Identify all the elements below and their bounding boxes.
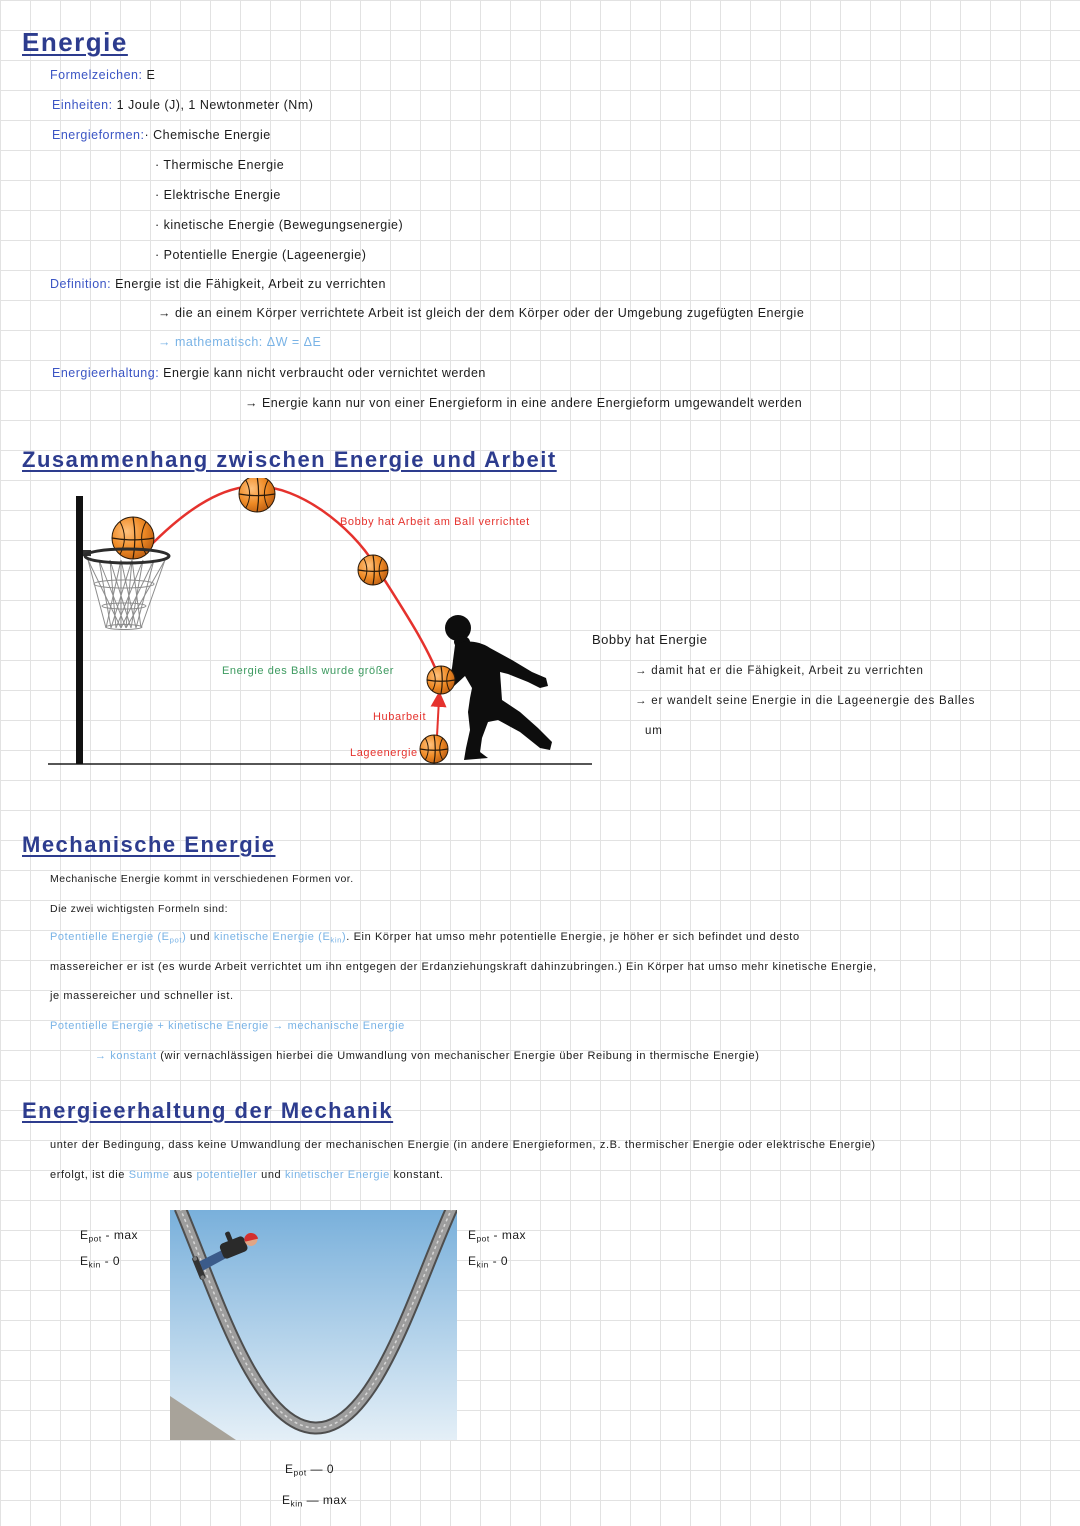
mechanisch-paragraph-line <box>50 929 800 945</box>
state-right-epot-segment: - max <box>489 1228 527 1242</box>
basketball-falling <box>358 555 388 585</box>
energieformen-row <box>52 127 271 143</box>
mechanisch-konstant-line-segment: (wir vernachlässigen hierbei die Umwandlung von mechanischer Energie über Reibung in thermische Energie) <box>156 1050 760 1062</box>
mechanisch-paragraph-line-segment: kinetische Energie (E <box>213 931 331 943</box>
state-left-epot-segment: - max <box>101 1228 139 1242</box>
energieform-item: · kinetische Energie (Bewegungsenergie) <box>155 218 404 232</box>
erhaltung-text-line-segment: aus <box>169 1169 197 1181</box>
state-left-ekin-segment: E <box>80 1254 89 1268</box>
state-right-epot-subscript: pot <box>476 1233 490 1244</box>
basketball-in-hoop <box>112 517 154 559</box>
basketball-top <box>239 478 275 512</box>
mechanisch-intro: Mechanische Energie kommt in verschiedenen Formen vor. <box>50 873 354 885</box>
mechanisch-paragraph-line-segment: Potentielle Energie (E <box>50 931 170 943</box>
energieform-item: · Chemische Energie <box>144 128 271 142</box>
einheiten-label: Einheiten: <box>52 98 113 112</box>
state-right-ekin-segment: - 0 <box>488 1254 509 1268</box>
state-bottom-ekin-subscript: kin <box>290 1498 303 1509</box>
section-title-zusammenhang: Zusammenhang zwischen Energie und Arbeit <box>22 447 557 472</box>
erhaltung-text-line <box>50 1167 444 1183</box>
formelzeichen-row <box>50 67 155 83</box>
basketball-low <box>420 735 448 763</box>
erhaltung-text-line-segment: und <box>257 1169 285 1181</box>
notes-line: um <box>645 725 663 737</box>
energieformen-label: Energieformen: <box>52 128 145 142</box>
energieerhaltung-value: Energie kann nicht verbraucht oder vernichtet werden <box>163 366 486 380</box>
state-bottom-ekin-segment: E <box>282 1493 291 1507</box>
basketball-pole <box>76 496 83 764</box>
energieform-item: · Thermische Energie <box>155 158 285 172</box>
energieform-item: · Elektrische Energie <box>155 188 281 202</box>
state-right-epot-segment: E <box>468 1228 477 1242</box>
mechanisch-formeln: Die zwei wichtigsten Formeln sind: <box>50 903 229 915</box>
section-title-energieerhaltung-mechanik: Energieerhaltung der Mechanik <box>22 1098 394 1123</box>
state-right-ekin <box>468 1253 508 1269</box>
notes-heading: Bobby hat Energie <box>592 632 708 647</box>
basketball-lifted <box>427 666 455 694</box>
mechanisch-paragraph-line-subscript: kin <box>330 935 343 945</box>
mechanisch-paragraph-line-segment: und <box>186 931 214 943</box>
state-left-ekin <box>80 1253 120 1269</box>
label-arbeit-verrichtet: Bobby hat Arbeit am Ball verrichtet <box>340 516 530 528</box>
player-silhouette <box>445 615 552 760</box>
notes-line: → er wandelt seine Energie in die Lageenergie des Balles <box>635 695 976 707</box>
section-title-mechanische-energie: Mechanische Energie <box>22 832 276 857</box>
label-lageenergie: Lageenergie <box>350 747 418 759</box>
definition-row <box>50 276 386 292</box>
definition-math-line: → mathematisch: ΔW = ΔE <box>158 335 322 349</box>
page-title: Energie <box>22 27 128 57</box>
state-bottom-ekin <box>282 1492 347 1508</box>
state-left-epot-subscript: pot <box>88 1233 102 1244</box>
state-left-ekin-subscript: kin <box>88 1259 101 1270</box>
halfpipe-illustration <box>170 1210 457 1440</box>
erhaltung-text-line-segment: kinetischer Energie <box>284 1169 390 1181</box>
definition-label: Definition: <box>50 277 112 291</box>
mechanisch-paragraph-line-subscript: pot <box>169 935 183 945</box>
mechanisch-sum-formula: Potentielle Energie + kinetische Energie → mechanische Energie <box>50 1020 405 1032</box>
state-bottom-ekin-segment: — max <box>302 1493 348 1507</box>
state-bottom-epot-subscript: pot <box>293 1467 307 1478</box>
erhaltung-text-line <box>50 1137 876 1153</box>
basketball-net <box>88 560 165 630</box>
einheiten-row <box>52 97 313 113</box>
state-right-epot <box>468 1227 526 1243</box>
energieerhaltung-label: Energieerhaltung: <box>52 366 160 380</box>
state-left-epot-segment: E <box>80 1228 89 1242</box>
state-left-epot <box>80 1227 138 1243</box>
erhaltung-text-line-segment: erfolgt, ist die <box>50 1169 129 1181</box>
notes-line: → damit hat er die Fähigkeit, Arbeit zu verrichten <box>635 665 924 677</box>
mechanisch-paragraph-line-segment: massereicher er ist (es wurde Arbeit verrichtet um ihn entgegen der Erdanziehungskraft dahinzubringen.) Ein Körper hat umso mehr kinetische Energie, <box>50 961 877 973</box>
energieform-item: · Potentielle Energie (Lageenergie) <box>155 248 367 262</box>
state-right-ekin-segment: E <box>468 1254 477 1268</box>
energieerhaltung-arrow-line: → Energie kann nur von einer Energieform in eine andere Energieform umgewandelt werden <box>245 396 803 410</box>
mechanisch-paragraph-line-segment: . Ein Körper hat umso mehr potentielle Energie, je höher er sich befindet und desto <box>346 931 800 943</box>
einheiten-value: 1 Joule (J), 1 Newtonmeter (Nm) <box>116 98 314 112</box>
mechanisch-paragraph-line-segment: je massereicher und schneller ist. <box>50 990 234 1002</box>
mechanisch-konstant-line-segment: → konstant <box>95 1050 157 1062</box>
erhaltung-text-line-segment: Summe <box>128 1169 170 1181</box>
definition-value: Energie ist die Fähigkeit, Arbeit zu verrichten <box>115 277 386 291</box>
formelzeichen-label: Formelzeichen: <box>50 68 143 82</box>
energieerhaltung-row <box>52 365 486 381</box>
mechanisch-paragraph-line-segment: ) <box>182 931 187 943</box>
mechanisch-konstant-line <box>95 1048 760 1064</box>
state-right-ekin-subscript: kin <box>476 1259 489 1270</box>
mechanisch-paragraph-line <box>50 959 877 975</box>
state-bottom-epot-segment: E <box>285 1462 294 1476</box>
state-bottom-epot-segment: — 0 <box>306 1462 335 1476</box>
label-hubarbeit: Hubarbeit <box>373 711 427 723</box>
state-left-ekin-segment: - 0 <box>100 1254 121 1268</box>
definition-arrow-line: → die an einem Körper verrichtete Arbeit ist gleich der dem Körper oder der Umgebung zugefügten Energie <box>158 306 805 320</box>
hubarbeit-arrow <box>437 699 439 736</box>
mechanisch-paragraph-line <box>50 988 234 1004</box>
formelzeichen-value: E <box>146 68 156 82</box>
sky-background <box>170 1210 457 1440</box>
mechanisch-paragraph-line-segment: ) <box>342 931 347 943</box>
state-bottom-epot <box>285 1461 334 1477</box>
label-energie-groesser: Energie des Balls wurde größer <box>222 665 395 677</box>
erhaltung-text-line-segment: unter der Bedingung, dass keine Umwandlung der mechanischen Energie (in andere Energieformen, z.B. thermischer Energie oder elektrische Energie) <box>50 1139 876 1151</box>
erhaltung-text-line-segment: potentieller <box>196 1169 258 1181</box>
erhaltung-text-line-segment: konstant. <box>389 1169 444 1181</box>
